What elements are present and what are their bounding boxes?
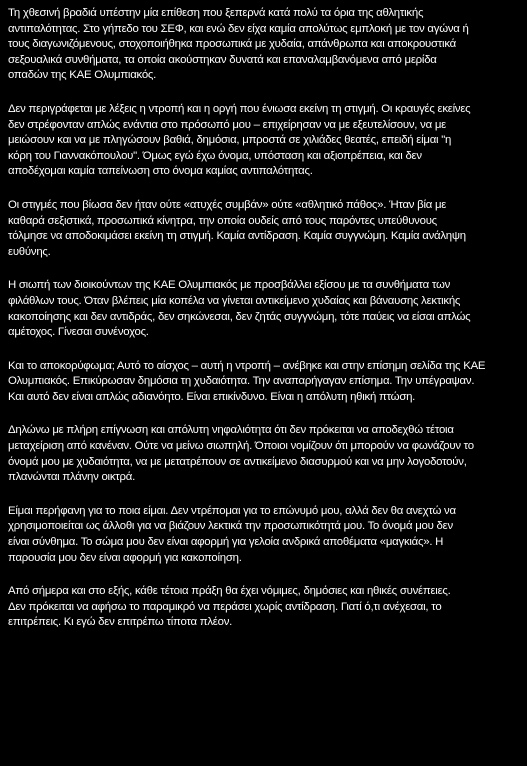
paragraph-line: κακοποίησης και δεν αντιδράς, δεν σηκώνεσαι, δεν ζητάς συγγνώμη, τότε παύεις να είσαι απλώς <box>8 310 471 323</box>
statement-paragraph <box>8 423 519 485</box>
paragraph-line: Δεν περιγράφεται με λέξεις η ντροπή και η οργή που ένιωσα εκείνη τη στιγμή. Οι κραυγές εκείνες <box>8 102 471 115</box>
paragraph-line: μεταχείριση από κανέναν. Ούτε να μείνω σιωπηλή. Όποιοι νομίζουν ότι μπορούν να φωνάζουν το <box>8 440 474 453</box>
paragraph-line: αποδέχομαι καμία ταπείνωση στο όνομα καμίας αντιπαλότητας. <box>8 165 313 178</box>
statement-paragraph <box>8 102 519 180</box>
paragraph-line: Από σήμερα και στο εξής, κάθε τέτοια πράξη θα έχει νόμιμες, δημόσιες και ηθικές συνέπειες. <box>8 585 451 598</box>
paragraph-line: Και το αποκορύφωμα; Αυτό το αίσχος – αυτή η ντροπή – ανέβηκε και στην επίσημη σελίδα της ΚΑΕ <box>8 359 486 372</box>
paragraph-line: όνομά μου με χυδαιότητα, να με μετατρέπουν σε αντικείμενο διασυρμού και να μην λογοδοτούν, <box>8 455 467 468</box>
paragraph-line: Είμαι περήφανη για το ποια είμαι. Δεν ντρέπομαι για το επώνυμό μου, αλλά δεν θα ανεχτώ να <box>8 504 456 517</box>
paragraph-line: μειώσουν και να με πληγώσουν βαθιά, δημόσια, μπροστά σε χιλιάδες θεατές, επειδή είμαι "η <box>8 134 452 147</box>
paragraph-line: κόρη του Γιαννακόπουλου". Όμως εγώ έχω όνομα, υπόσταση και αξιοπρέπεια, και δεν <box>8 149 422 162</box>
statement-paragraph <box>8 6 519 84</box>
paragraph-line: δεν στρέφονταν απλώς ενάντια στο πρόσωπό μου – επιχείρησαν να με εξευτελίσουν, να με <box>8 118 446 131</box>
paragraph-line: Δεν πρόκειται να αφήσω το παραμικρό να περάσει χωρίς αντίδραση. Γιατί ό,τι ανέχεσαι, το <box>8 600 442 613</box>
paragraph-line: τους διαγωνιζόμενους, στοχοποιήθηκα προσωπικά με χυδαία, απάνθρωπα και αποκρουστικά <box>8 38 456 51</box>
statement-paragraph <box>8 584 519 631</box>
statement-paragraph <box>8 278 519 340</box>
paragraph-line: πλανώνται πλάνην οικτρά. <box>8 471 136 484</box>
statement-paragraph <box>8 198 519 260</box>
paragraph-line: τόλμησε να αποδοκιμάσει εκείνη τη στιγμή. Καμία αντίδραση. Καμία συγγνώμη. Καμία ανάληψη <box>8 230 466 243</box>
paragraph-line: σεξουαλικά συνθήματα, τα οποία ακούστηκαν δυνατά και επαναλαμβανόμενα από μερίδα <box>8 53 437 66</box>
paragraph-line: Δηλώνω με πλήρη επίγνωση και απόλυτη νηφαλιότητα ότι δεν πρόκειται να αποδεχθώ τέτοια <box>8 424 454 437</box>
paragraph-line: χρησιμοποιείται ως άλλοθι για να βιάζουν λεκτικά την προσωπικότητά μου. Το όνομά μου δεν <box>8 520 453 533</box>
paragraph-line: επιτρέπεις. Κι εγώ δεν επιτρέπω τίποτα πλέον. <box>8 616 233 629</box>
paragraph-line: Και αυτό δεν είναι απλώς αδιανόητο. Είναι επικίνδυνο. Είναι η απόλυτη ηθική πτώση. <box>8 390 416 403</box>
paragraph-line: ευθύνης. <box>8 245 51 258</box>
paragraph-line: είναι σύνθημα. Το σώμα μου δεν είναι αφορμή για γελοία ανδρικά αποθέματα «μαγκιάς». Η <box>8 536 444 549</box>
statement-paragraph <box>8 504 519 566</box>
paragraph-line: παρουσία μου δεν είναι αφορμή για κακοποίηση. <box>8 551 242 564</box>
paragraph-line: οπαδών της ΚΑΕ Ολυμπιακός. <box>8 69 157 82</box>
paragraph-line: Ολυμπιακός. Επικύρωσαν δημόσια τη χυδαιότητα. Την αναπαρήγαγαν επίσημα. Την υπέγραψαν. <box>8 375 475 388</box>
paragraph-line: αντιπαλότητας. Στο γήπεδο του ΣΕΦ, και ενώ δεν είχα καμία απολύτως εμπλοκή με τον αγώνα ή <box>8 22 469 35</box>
paragraph-line: Τη χθεσινή βραδιά υπέστην μία επίθεση που ξεπερνά κατά πολύ τα όρια της αθλητικής <box>8 7 424 19</box>
paragraph-line: φιλάθλων τους. Όταν βλέπεις μία κοπέλα να γίνεται αντικείμενο χυδαίας και βάναυσης λεκτικής <box>8 294 461 307</box>
paragraph-line: Η σιωπή των διοικούντων της ΚΑΕ Ολυμπιακός με προσβάλλει εξίσου με τα συνθήματα των <box>8 279 451 292</box>
paragraph-line: καθαρά σεξιστικά, προσωπικά κίνητρα, την οποία ουδείς από τους παρόντες υπεύθυνους <box>8 214 437 227</box>
paragraph-line: αμέτοχος. Γίνεσαι συνένοχος. <box>8 326 149 339</box>
paragraph-line: Οι στιγμές που βίωσα δεν ήταν ούτε «ατυχές συμβάν» ούτε «αθλητικό πάθος». Ήταν βία με <box>8 198 447 211</box>
statement-paragraph <box>8 359 519 406</box>
